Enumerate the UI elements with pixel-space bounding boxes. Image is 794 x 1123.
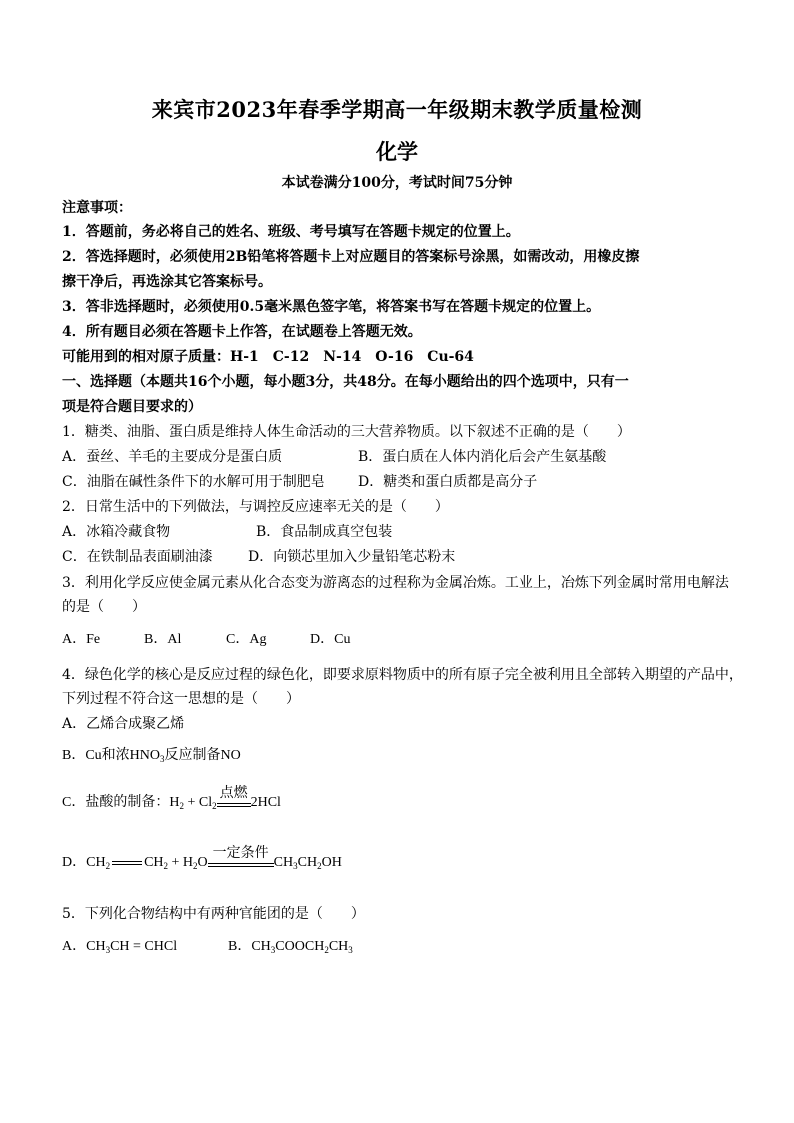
notice-item-4: 4．所有题目必须在答题卡上作答，在试题卷上答题无效。 [62,324,422,340]
q2-option-b: B．食品制成真空包装 [256,524,393,540]
condition-label: 一定条件 [212,846,269,861]
q5-option-a-label: A． [62,939,87,954]
notice-item-1: 1．答题前，务必将自己的姓名、班级、考号填写在答题卡规定的位置上。 [62,224,520,240]
q1-option-b: B．蛋白质在人体内消化后会产生氨基酸 [358,449,607,465]
notice-item-2-cont: 擦干净后，再选涂其它答案标号。 [62,274,272,290]
reaction-arrow-condition [208,846,274,873]
reaction-arrow-ignite [217,786,251,813]
q2-option-c: C．在铁制品表面刷油漆 [62,549,213,565]
q4-option-b-suffix: 反应制备NO [164,748,241,763]
condition-label: 点燃 [219,786,248,801]
q4-stem: 4．绿色化学的核心是反应过程的绿色化，即要求原料物质中的所有原子完全被利用且全部转入期望的产品中， [62,667,743,683]
q4-option-a: A．乙烯合成聚乙烯 [62,716,185,732]
q1-option-d: D．糖类和蛋白质都是高分子 [358,474,538,490]
q2-option-d: D．向锁芯里加入少量铅笔芯粉末 [248,549,456,565]
q3-option-c: C．Ag [226,632,267,647]
q2-stem: 2．日常生活中的下列做法，与调控反应速率无关的是（ ） [62,499,449,515]
q5-option-b: B．$CH_3COOCH_2CH_3$ [228,939,353,955]
q1-stem: 1．糖类、油脂、蛋白质是维持人体生命活动的三大营养物质。以下叙述不正确的是（ ） [62,424,631,440]
atomic-mass-line: 可能用到的相对原子质量：H-1 C-12 N-14 O-16 Cu-64 [62,349,474,365]
subject-title: 化学 [376,139,418,164]
q4-option-d: D．$CH_2$ $CH_2 + H_2O$ 一定条件 $CH_3CH_2OH$ [62,846,342,871]
q1-option-a: A．蚕丝、羊毛的主要成分是蛋白质 [62,449,283,465]
notice-item-3: 3．答非选择题时，必须使用0.5毫米黑色签字笔，将答案书写在答题卡规定的位置上。 [62,299,601,315]
q5-stem: 5．下列化合物结构中有两种官能团的是（ ） [62,906,365,922]
notice-heading: 注意事项： [62,200,132,216]
q4-option-c-prefix: C．盐酸的制备： [62,795,170,810]
q4-option-c: C．盐酸的制备：$H_2 + Cl_2$ 点燃 2HCl [62,786,281,811]
section1-heading-cont: 项是符合题目要求的） [62,399,202,415]
q2-option-a: A．冰箱冷藏食物 [62,524,171,540]
q4-option-b-prefix: B．Cu和浓HNO [62,748,161,763]
q4-option-b-sub: 3 [160,754,165,764]
q4-stem-cont: 下列过程不符合这一思想的是（ ） [62,691,300,707]
q1-option-c: C．油脂在碱性条件下的水解可用于制肥皂 [62,474,325,490]
q3-stem: 3．利用化学反应使金属元素从化合态变为游离态的过程称为金属冶炼。工业上，冶炼下列金属时常用电解法 [62,575,729,591]
q4-option-d-prefix: D． [62,855,87,870]
exam-info: 本试卷满分100分，考试时间75分钟 [281,175,513,191]
q5-option-b-label: B． [228,939,252,954]
notice-item-2: 2．答选择题时，必须使用2B铅笔将答题卡上对应题目的答案标号涂黑，如需改动，用橡皮擦 [62,249,640,265]
q3-option-b: B．Al [144,632,182,647]
q3-option-a: A．Fe [62,632,101,647]
q3-option-d: D．Cu [310,632,351,647]
exam-title: 来宾市2023年春季学期高一年级期末教学质量检测 [151,97,643,122]
q5-option-a: A．$CH_3CH$ = CHCl [62,939,178,955]
section1-heading: 一、选择题（本题共16个小题，每小题3分，共48分。在每小题给出的四个选项中，只有一 [62,374,629,390]
q4-option-b [62,746,241,766]
q3-stem-cont: 的是（ ） [62,599,146,615]
